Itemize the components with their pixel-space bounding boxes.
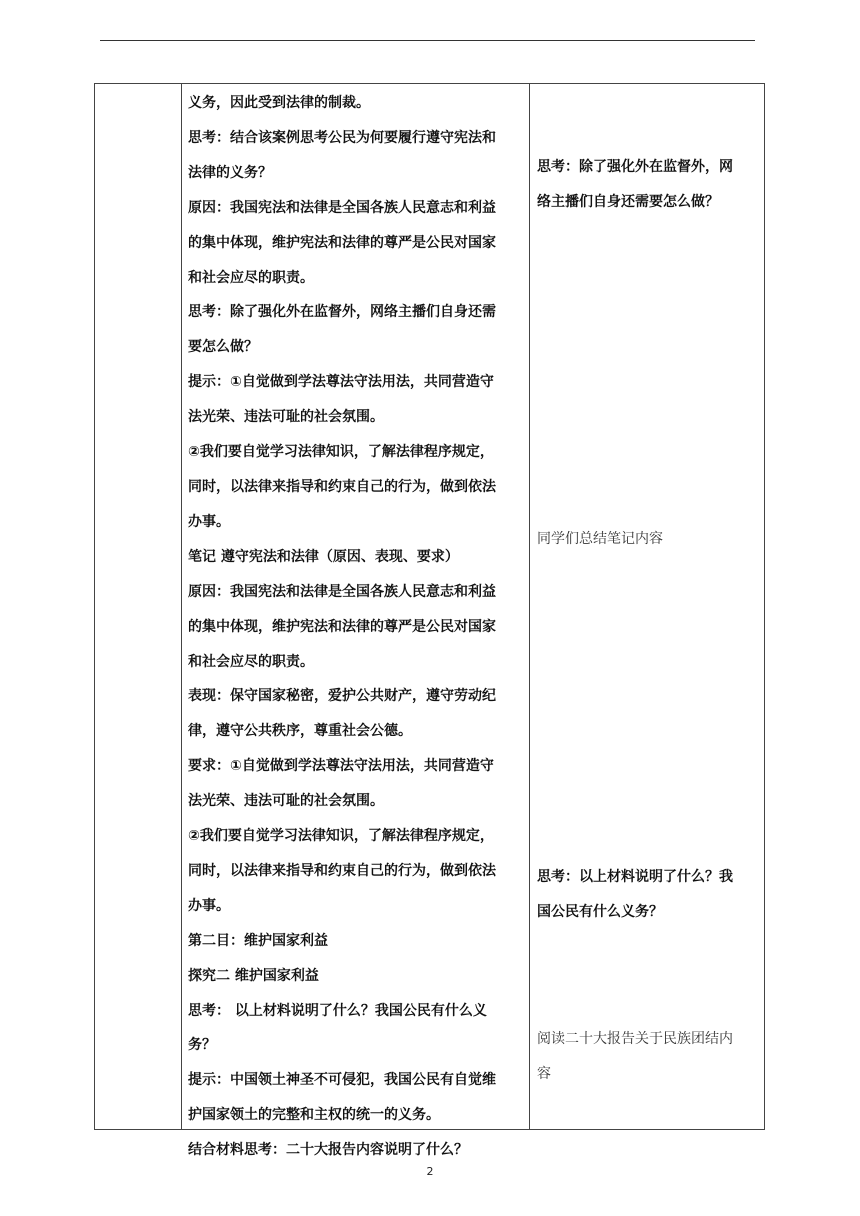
content-line: 原因：我国宪法和法律是全国各族人民意志和利益 [188,199,496,216]
content-line: 要怎么做？ [188,339,258,356]
header-rule [100,40,755,41]
content-line: 探究二 维护国家利益 [188,967,319,984]
content-line: 办事。 [188,897,230,914]
student-activity-notes [537,522,762,557]
content-line: 办事。 [188,513,230,530]
column-divider-left [181,84,182,1129]
activity-line: 思考：除了强化外在监督外，网 [537,159,733,175]
activity-line: 思考：以上材料说明了什么？我 [537,869,733,885]
content-line: 思考： 以上材料说明了什么？我国公民有什么义 [188,1002,487,1019]
content-line: 的集中体现，维护宪法和法律的尊严是公民对国家 [188,618,496,635]
content-line: 律，遵守公共秩序，尊重社会公德。 [188,723,412,740]
content-line: 表现：保守国家秘密，爱护公共财产，遵守劳动纪 [188,688,496,705]
content-line: 法光荣、违法可耻的社会氛围。 [188,793,384,810]
content-line: 提示：中国领土神圣不可侵犯，我国公民有自觉维 [188,1072,496,1089]
content-line: 护国家领土的完整和主权的统一的义务。 [188,1107,440,1124]
content-line: 和社会应尽的职责。 [188,653,314,670]
content-line: 思考：除了强化外在监督外，网络主播们自身还需 [188,304,496,321]
column-divider-right [529,84,530,1129]
content-line: 法律的义务？ [188,164,272,181]
content-line: 思考：结合该案例思考公民为何要履行遵守宪法和 [188,129,496,146]
content-line: 法光荣、违法可耻的社会氛围。 [188,409,384,426]
activity-line: 络主播们自身还需要怎么做？ [537,193,719,210]
activity-line: 容 [537,1065,551,1082]
content-line: 提示：①自觉做到学法尊法守法用法，共同营造守 [188,374,494,391]
activity-line: 国公民有什么义务？ [537,903,663,920]
content-line: ②我们要自觉学习法律知识，了解法律程序规定， [188,444,494,461]
teaching-content-cell [188,86,524,1168]
student-activity-think-2 [537,860,762,930]
content-line: 义务，因此受到法律的制裁。 [188,95,370,111]
activity-line: 同学们总结笔记内容 [537,531,663,547]
content-line: 要求：①自觉做到学法尊法守法用法，共同营造守 [188,758,494,775]
content-line: 同时，以法律来指导和约束自己的行为，做到依法 [188,862,496,879]
activity-line: 阅读二十大报告关于民族团结内 [537,1031,733,1047]
student-activity-think-1 [537,150,762,220]
content-line: 的集中体现，维护宪法和法律的尊严是公民对国家 [188,234,496,251]
content-line: 同时，以法律来指导和约束自己的行为，做到依法 [188,478,496,495]
content-line: 第二目：维护国家利益 [188,932,328,949]
page-number: 2 [426,1165,434,1178]
content-line: 原因：我国宪法和法律是全国各族人民意志和利益 [188,583,496,600]
content-line: 结合材料思考：二十大报告内容说明了什么？ [188,1142,468,1159]
content-line: 和社会应尽的职责。 [188,269,314,286]
content-line: 务？ [188,1037,216,1054]
content-line: 笔记 遵守宪法和法律（原因、表现、要求） [188,548,459,565]
student-activity-reading [537,1022,762,1092]
content-line: ②我们要自觉学习法律知识，了解法律程序规定， [188,828,494,845]
